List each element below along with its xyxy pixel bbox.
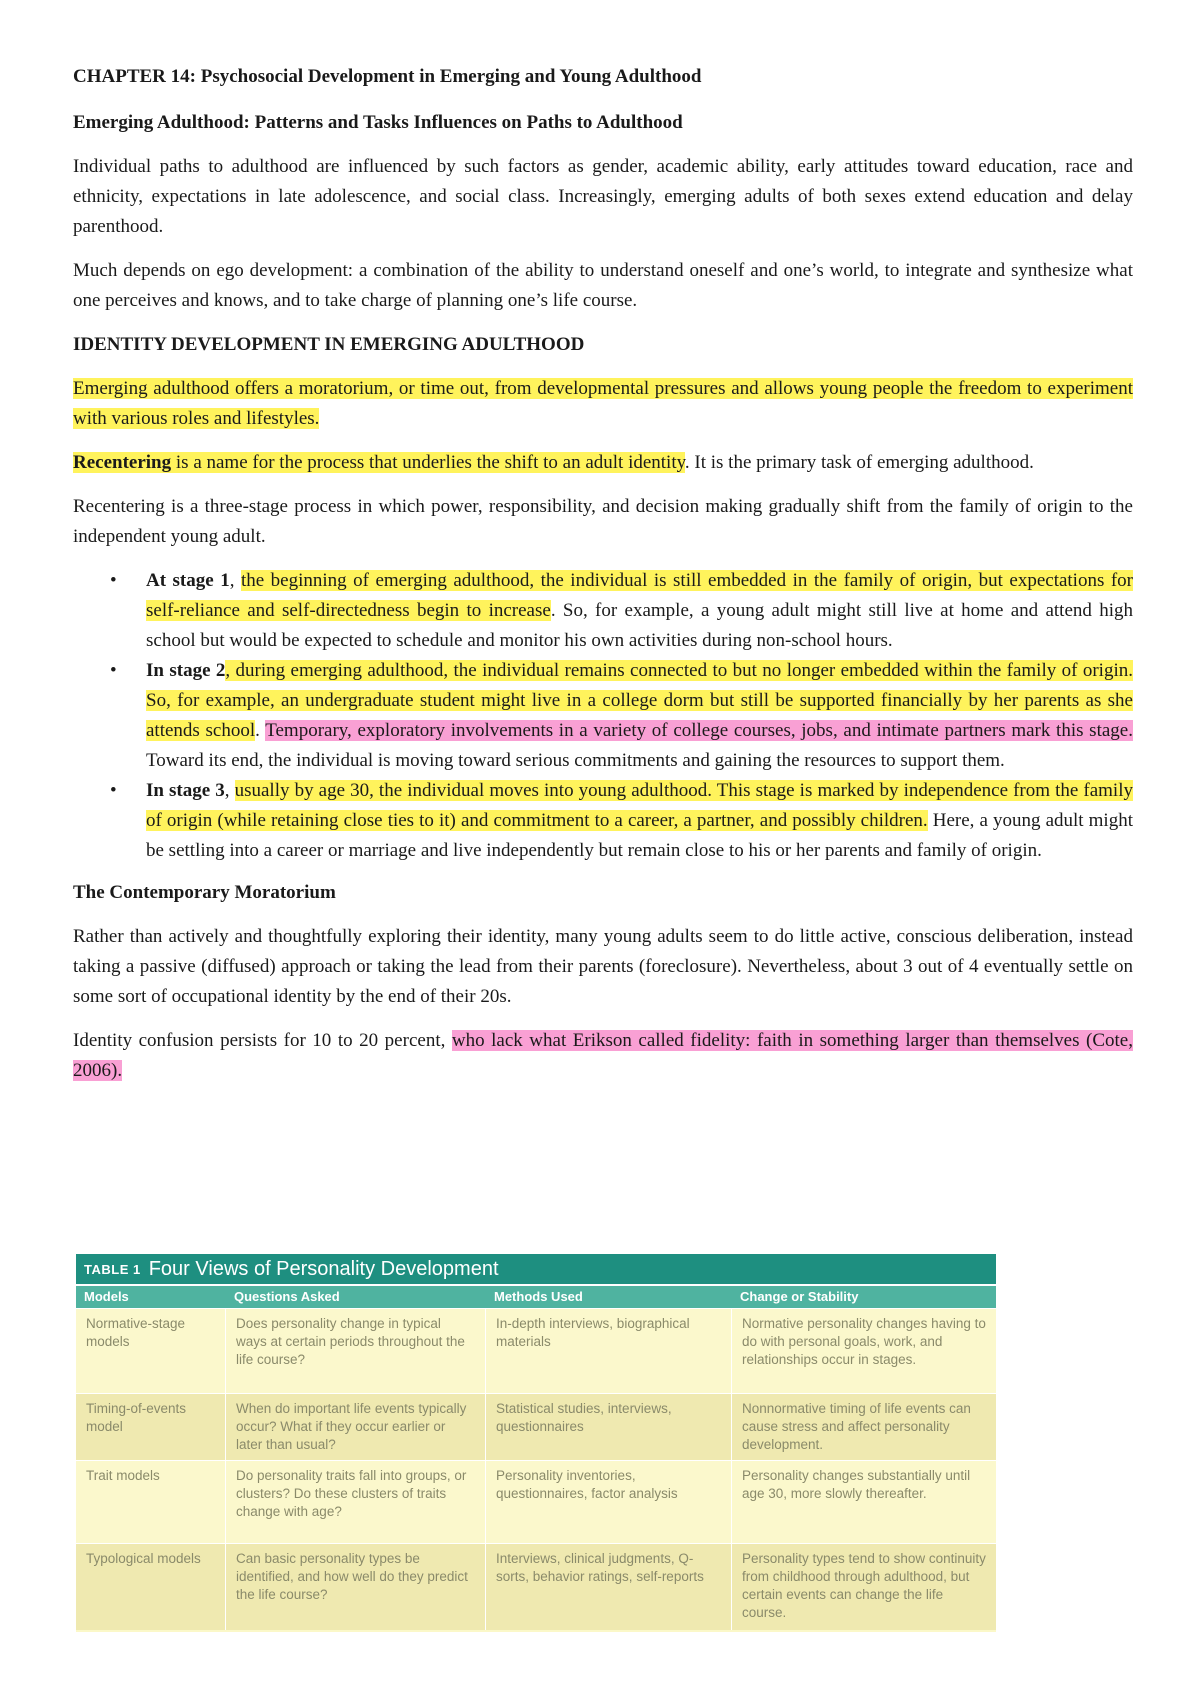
highlight-yellow: Emerging adulthood offers a moratorium, or time out, from developmental pressures and allows young people the freedom to experiment with various roles and lifestyles. xyxy=(73,378,1133,429)
table-cell: Do personality traits fall into groups, or clusters? Do these clusters of traits change with age? xyxy=(226,1461,486,1543)
chapter-heading: CHAPTER 14: Psychosocial Development in Emerging and Young Adulthood xyxy=(73,66,702,87)
table-cell: Personality changes substantially until age 30, more slowly thereafter. xyxy=(742,1468,971,1501)
table-cell: Personality inventories, questionnaires, factor analysis xyxy=(486,1461,732,1543)
table-cell: Does personality change in typical ways at certain periods throughout the life course? xyxy=(226,1309,486,1393)
highlight-yellow: the beginning of emerging adulthood, the individual is still embedded in the family of origin, but expectations for self-reliance and self-directedness begin to increase xyxy=(146,570,1134,621)
section-heading: Emerging Adulthood: Patterns and Tasks Influences on Paths to Adulthood xyxy=(73,112,683,133)
term-recentering: Recentering xyxy=(73,452,172,473)
highlight-pink: who lack what Erikson called fidelity: faith in something larger than themselves (Cote, 2006). xyxy=(73,1030,1133,1081)
bullet-icon: • xyxy=(110,780,117,801)
table-cell: Can basic personality types be identified, and how well do they predict the life course? xyxy=(226,1544,486,1630)
paragraph-contemporary: Rather than actively and thoughtfully exploring their identity, many young adults seem to do little active, conscious deliberation, instead taking a passive (diffused) approach or taking the lead from their parents (foreclosure). Nevertheless, about 3 out of 4 eventually settle on some sort of occupational identity by the end of their 20s. xyxy=(73,926,1133,1007)
paragraph-three-stage: Recentering is a three-stage process in which power, responsibility, and decision making gradually shift from the family of origin to the independent young adult. xyxy=(73,496,1133,547)
highlight-pink: Temporary, exploratory involvements in a variety of college courses, jobs, and intimate partners mark this stage. xyxy=(265,720,1133,741)
table-cell: Trait models xyxy=(76,1461,226,1543)
table-cell: Normative personality changes having to do with personal goals, work, and relationships occur in stages. xyxy=(742,1316,986,1367)
highlight-yellow: Recentering is a name for the process that underlies the shift to an adult identity xyxy=(73,452,685,473)
table-row xyxy=(76,1308,996,1393)
table-cell: Personality types tend to show continuity from childhood through adulthood, but certain events can change the life course. xyxy=(742,1551,986,1620)
header-questions: Questions Asked xyxy=(234,1289,340,1304)
table-cell: Statistical studies, interviews, questionnaires xyxy=(486,1394,732,1460)
header-change: Change or Stability xyxy=(740,1289,859,1304)
table-label: TABLE 1 xyxy=(84,1261,141,1277)
table-title: Four Views of Personality Development xyxy=(148,1257,499,1280)
paragraph-identity-confusion: Identity confusion persists for 10 to 20 percent, who lack what Erikson called fidelity: faith in something larger than themselves (Cote, 2006). xyxy=(73,1030,1133,1081)
header-models: Models xyxy=(84,1289,129,1304)
moratorium-heading: The Contemporary Moratorium xyxy=(73,882,336,903)
list-item: • At stage 1, the beginning of emerging adulthood, the individual is still embedded in the family of origin, but expectations for self-reliance and self-directedness begin to increase. So, for example, a young adult might still live at home and attend high school but would be expected to schedule and monitor his own activities during non-school hours. xyxy=(146,566,1133,656)
bullet-icon: • xyxy=(110,570,117,591)
table-cell: Nonnormative timing of life events can cause stress and affect personality development. xyxy=(742,1401,971,1452)
stages-list xyxy=(73,566,1133,866)
list-item: • In stage 2, during emerging adulthood, the individual remains connected to but no longer embedded within the family of origin. So, for example, an undergraduate student might live in a college dorm but still be supported financially by her parents as she attends school. Temporary, exploratory involvements in a variety of college courses, jobs, and intimate partners mark this stage. Toward its end, the individual is moving toward serious commitments and gaining the resources to support them. xyxy=(146,656,1133,776)
table-cell: In-depth interviews, biographical materials xyxy=(486,1309,732,1393)
list-item: • In stage 3, usually by age 30, the individual moves into young adulthood. This stage is marked by independence from the family of origin (while retaining close ties to it) and commitment to a career, a partner, and possibly children. Here, a young adult might be settling into a career or marriage and live independently but remain close to his or her parents and family of origin. xyxy=(146,776,1133,866)
table-cell: Typological models xyxy=(76,1544,226,1630)
table-row xyxy=(76,1543,996,1630)
table-title-bar xyxy=(76,1254,996,1286)
highlight-yellow: usually by age 30, the individual moves into young adulthood. This stage is marked by independence from the family of origin (while retaining close ties to it) and commitment to a career, a partner, and possibly children. xyxy=(146,780,1133,831)
highlight-yellow: , during emerging adulthood, the individual remains connected to but no longer embedded within the family of origin. So, for example, an undergraduate student might live in a college dorm but still be supported financially by her parents as she attends school xyxy=(146,660,1133,741)
table-cell: Normative-stage models xyxy=(76,1309,226,1393)
document-body xyxy=(73,62,1133,1100)
table-cell: When do important life events typically occur? What if they occur earlier or later than usual? xyxy=(226,1394,486,1460)
paragraph-paths: Individual paths to adulthood are influenced by such factors as gender, academic ability, early attitudes toward education, race and ethnicity, expectations in late adolescence, and social class. Increasingly, emerging adults of both sexes extend education and delay parenthood. xyxy=(73,156,1133,237)
table-cell: Interviews, clinical judgments, Q-sorts, behavior ratings, self-reports xyxy=(486,1544,732,1630)
paragraph-ego: Much depends on ego development: a combination of the ability to understand oneself and one’s world, to integrate and synthesize what one perceives and knows, and to take charge of planning one’s life course. xyxy=(73,260,1133,311)
table-cell: Timing-of-events model xyxy=(76,1394,226,1460)
bullet-icon: • xyxy=(110,660,117,681)
paragraph-moratorium xyxy=(73,374,1133,434)
header-methods: Methods Used xyxy=(494,1289,583,1304)
identity-heading: IDENTITY DEVELOPMENT IN EMERGING ADULTHOOD xyxy=(73,334,585,355)
paragraph-recentering: Recentering is a name for the process that underlies the shift to an adult identity. It is the primary task of emerging adulthood. xyxy=(73,452,1034,473)
table-header-row xyxy=(76,1286,996,1308)
table-row xyxy=(76,1393,996,1460)
table-row xyxy=(76,1460,996,1543)
personality-table xyxy=(76,1254,996,1632)
